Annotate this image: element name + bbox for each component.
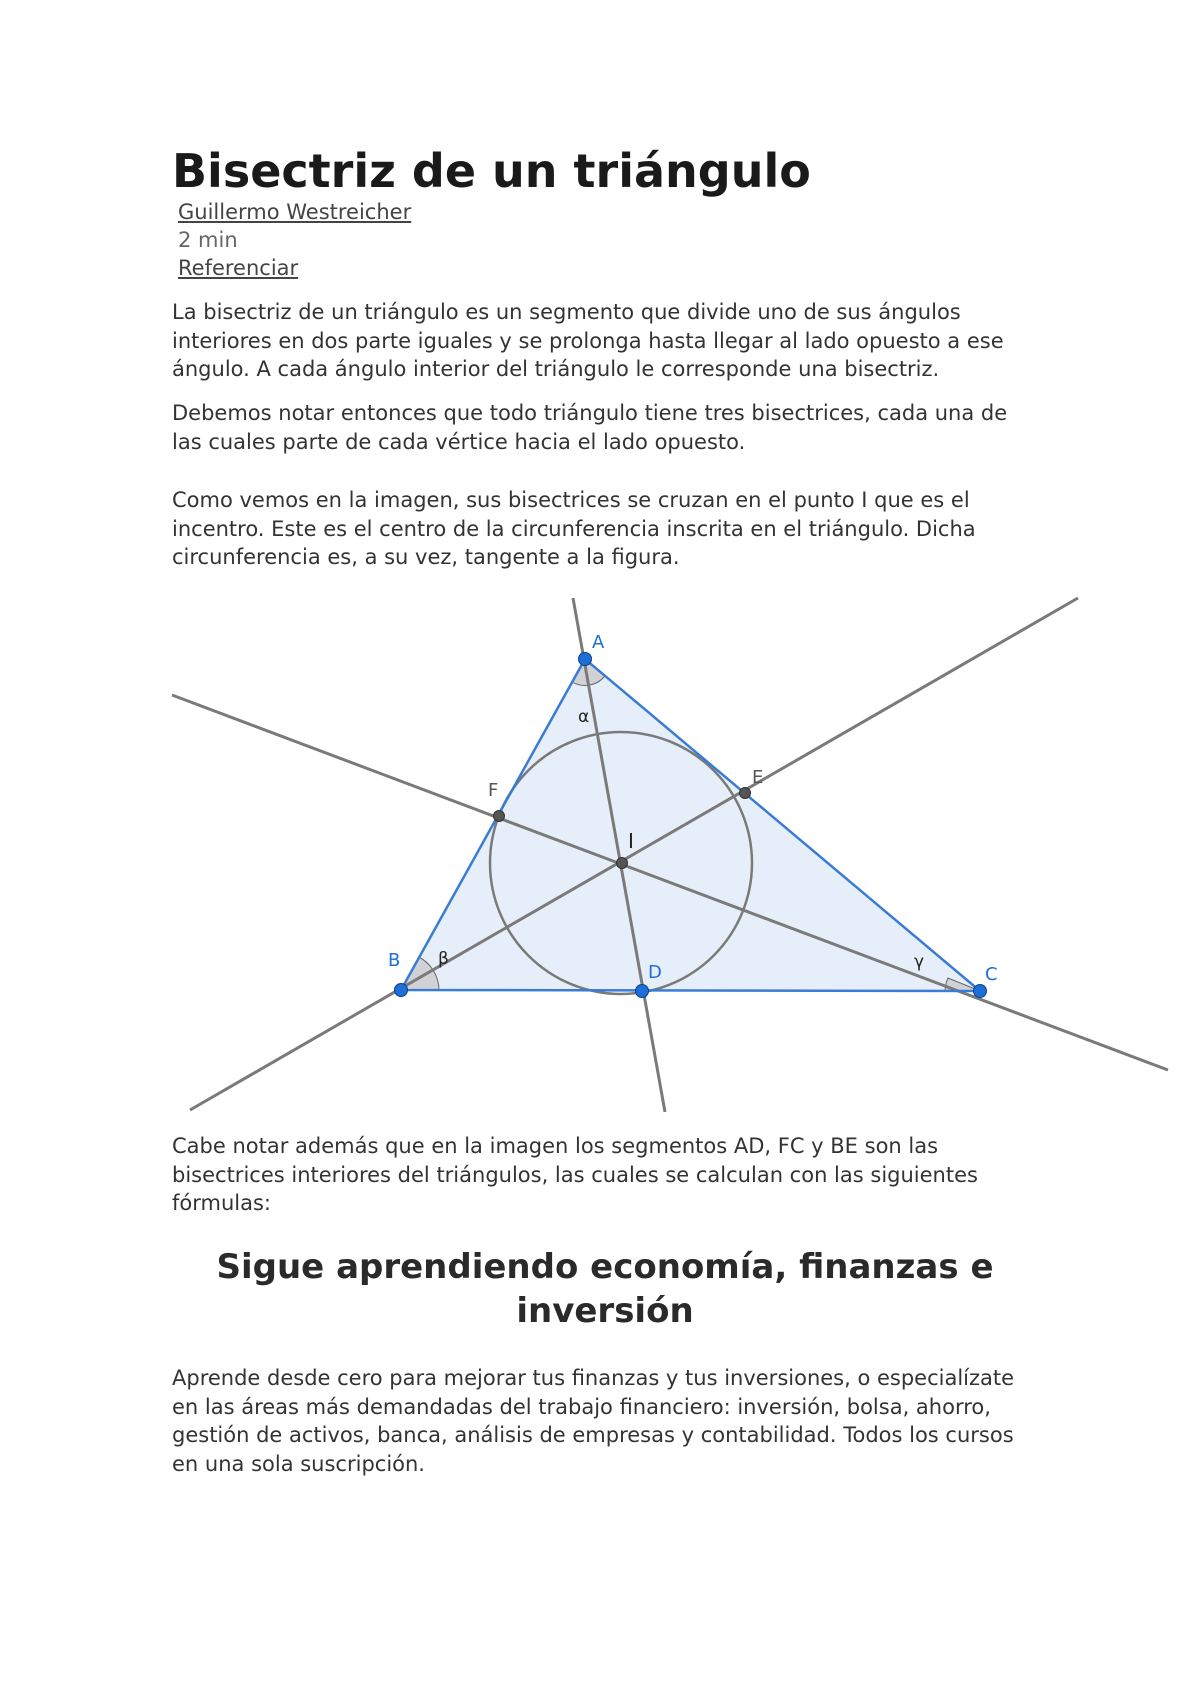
author-link[interactable]: Guillermo Westreicher xyxy=(178,200,412,224)
page-title: Bisectriz de un triángulo xyxy=(172,144,811,198)
point-F xyxy=(494,811,505,822)
paragraph-three-bisectors: Debemos notar entonces que todo triángulo tiene tres bisectrices, cada una de las cuales parte de cada vértice hacia el lado opuesto. xyxy=(172,401,1008,454)
paragraph-formulas: Cabe notar además que en la imagen los segmentos AD, FC y BE son las bisectrices interiores del triángulos, las cuales se calculan con las siguientes fórmulas: xyxy=(172,1134,978,1215)
point-E xyxy=(740,788,751,799)
read-time: 2 min xyxy=(178,228,238,252)
triangle-bisector-figure xyxy=(170,590,1170,1124)
point-I xyxy=(617,858,628,869)
bisector-line-b xyxy=(190,598,1078,1110)
label-B: B xyxy=(388,950,401,971)
label-C: C xyxy=(985,964,998,985)
bisector-diagram xyxy=(170,590,1170,1120)
promo-paragraph: Aprende desde cero para mejorar tus finanzas y tus inversiones, o especialízate en las áreas más demandadas del trabajo financiero: inversión, bolsa, ahorro, gestión de activos, banca, análisis de empresas y contabilidad. Todos los cursos en una sola suscripción. xyxy=(172,1366,1015,1476)
intro-paragraph: La bisectriz de un triángulo es un segmento que divide uno de sus ángulos interiores en dos parte iguales y se prolonga hasta llegar al lado opuesto a ese ángulo. A cada ángulo interior del triángulo le corresponde una bisectriz. xyxy=(172,300,1004,381)
label-A: A xyxy=(592,632,605,653)
promo-heading: Sigue aprendiendo economía, finanzas e inversión xyxy=(216,1247,994,1331)
label-I: I xyxy=(628,829,634,853)
cite-link[interactable]: Referenciar xyxy=(178,256,299,280)
point-D xyxy=(636,985,649,998)
paragraph-incenter: Como vemos en la imagen, sus bisectrices se cruzan en el punto I que es el incentro. Este es el centro de la circunferencia inscrita en el triángulo. Dicha circunferencia es, a su vez, tangente a la figura. xyxy=(172,488,976,569)
vertex-A xyxy=(579,653,592,666)
label-beta: β xyxy=(438,949,449,969)
vertex-C xyxy=(974,985,987,998)
triangle-fill xyxy=(401,659,980,991)
label-alpha: α xyxy=(578,707,590,727)
label-gamma: γ xyxy=(914,952,925,972)
label-E: E xyxy=(752,767,764,788)
vertex-B xyxy=(395,984,408,997)
label-D: D xyxy=(648,962,662,983)
label-F: F xyxy=(488,780,499,801)
